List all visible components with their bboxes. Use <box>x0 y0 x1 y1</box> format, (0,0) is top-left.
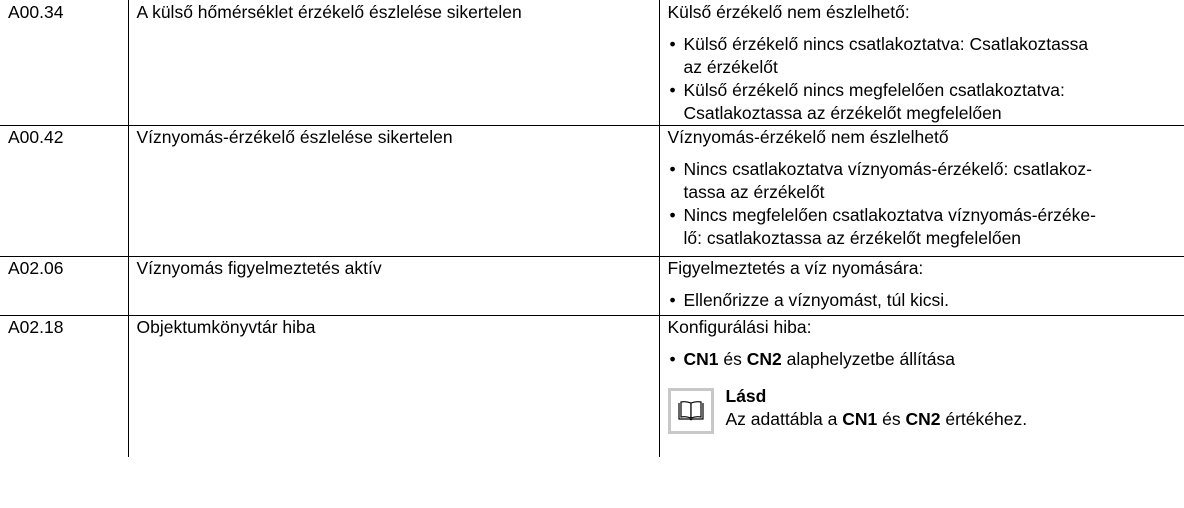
note-body: Az adattábla a CN1 és CN2 értékéhez. <box>725 409 1028 429</box>
bullet-glyph: • <box>669 205 676 225</box>
parameter-cn2: CN2 <box>746 349 782 369</box>
error-code: A00.42 <box>0 126 128 257</box>
error-code: A00.34 <box>0 0 128 126</box>
parameter-cn1: CN1 <box>683 349 719 369</box>
conjunction: és <box>718 349 747 369</box>
list-item <box>668 289 1184 312</box>
table-row <box>0 257 1184 316</box>
error-cause-cell <box>659 316 1184 458</box>
list-item-line: Ellenőrizze a víznyomást, túl kicsi. <box>683 290 950 310</box>
list-item-line: Külső érzékelő nincs csatlakoztatva: Csatlakoztassa <box>683 34 1089 54</box>
list-item <box>668 204 1184 250</box>
list-item-line: Csatlakoztassa az érzékelőt megfelelően <box>683 103 1002 123</box>
list-item-tail: alaphelyzetbe állítása <box>781 349 955 369</box>
bullet-glyph: • <box>669 290 676 310</box>
cause-heading: Víznyomás-érzékelő nem észlelhető <box>667 127 949 147</box>
list-item-line: tassa az érzékelőt <box>683 182 825 202</box>
list-item-line: Nincs csatlakoztatva víznyomás-érzékelő: csatlakoz- <box>683 159 1092 179</box>
error-description: A külső hőmérséklet érzékelő észlelése sikertelen <box>128 0 659 126</box>
table-row <box>0 0 1184 126</box>
cause-heading: Külső érzékelő nem észlelhető: <box>667 2 910 22</box>
parameter-cn2: CN2 <box>905 409 941 429</box>
list-item <box>668 158 1184 204</box>
list-item-line: lő: csatlakoztassa az érzékelőt megfelelően <box>683 228 1022 248</box>
bullet-glyph: • <box>669 349 676 369</box>
see-also-note <box>668 385 1184 434</box>
remedy-list <box>668 33 1184 125</box>
list-item-line: az érzékelőt <box>683 57 778 77</box>
error-cause-cell <box>659 257 1184 316</box>
remedy-list <box>668 289 1184 312</box>
cause-heading: Konfigurálási hiba: <box>667 317 812 337</box>
note-title: Lásd <box>725 386 767 406</box>
error-code: A02.18 <box>8 317 64 337</box>
bullet-glyph: • <box>669 80 676 100</box>
remedy-list <box>668 158 1184 250</box>
error-cause-cell <box>659 126 1184 257</box>
error-description: Objektumkönyvtár hiba <box>128 316 659 458</box>
list-item <box>668 348 1184 371</box>
error-code: A02.06 <box>0 257 128 316</box>
cause-heading: Figyelmeztetés a víz nyomására: <box>667 258 924 278</box>
error-cause-cell <box>659 0 1184 126</box>
table-row <box>0 126 1184 257</box>
remedy-list <box>668 348 1184 371</box>
error-description: Víznyomás figyelmeztetés aktív <box>128 257 659 316</box>
bullet-glyph: • <box>669 159 676 179</box>
list-item <box>668 79 1184 125</box>
list-item <box>668 33 1184 79</box>
parameter-cn1: CN1 <box>842 409 878 429</box>
bullet-glyph: • <box>669 34 676 54</box>
error-description: Víznyomás-érzékelő észlelése sikertelen <box>128 126 659 257</box>
list-item-line: Nincs megfelelően csatlakoztatva víznyomás-érzéke- <box>683 205 1096 225</box>
book-icon <box>668 388 714 434</box>
list-item-line: Külső érzékelő nincs megfelelően csatlakoztatva: <box>683 80 1065 100</box>
table-row <box>0 316 1184 458</box>
